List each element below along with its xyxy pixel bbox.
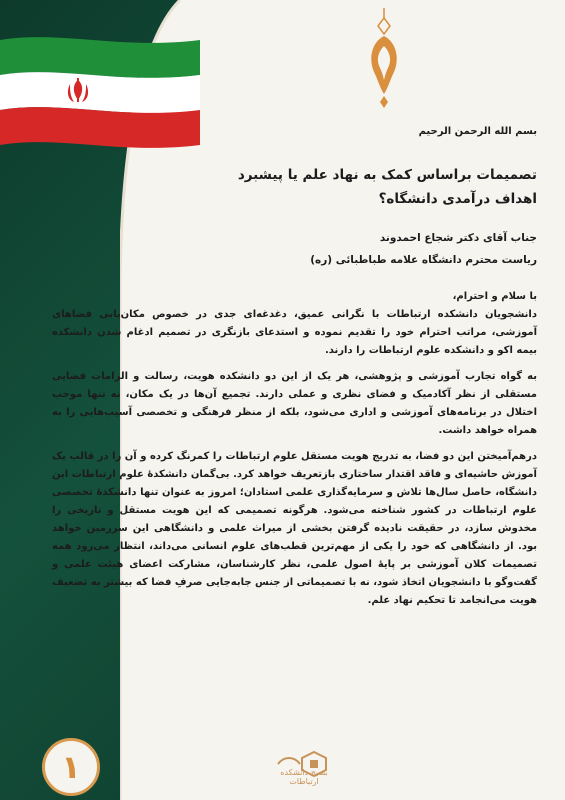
letter-body: [52, 288, 537, 618]
iran-flag-icon: [0, 30, 200, 160]
paragraph: به گواه تجارب آموزشی و پژوهشی، هر یک از این دو دانشکده هویت، رسالت و الزامات فضایی مستقلی از نظر آکادمیک و فضای نظری و عملی دارند. تجمیع آن‌ها در یک مکان، نه تنها موجب اختلال در برنامه‌های آموزشی و اداری می‌شود، بلکه از منظر فرهنگی و تخصصی آسیب‌هایی را به همراه خواهد داشت.: [52, 371, 537, 436]
ornament-icon: [360, 8, 408, 108]
recipient-block: [310, 227, 537, 271]
letter-title: تصمیمات براساس کمک به نهاد علم یا پیشبرد اهداف درآمدی دانشگاه؟: [237, 167, 537, 207]
salutation: با سلام و احترام،: [452, 291, 537, 302]
basmala: بسم الله الرحمن الرحیم: [418, 126, 537, 137]
paragraph: دانشجویان دانشکده ارتباطات با نگرانی عمیق، دغدغه‌ای جدی در خصوص مکان‌یابی فضاهای آموزشی، مراتب احترام خود را تقدیم نموده و استدعای بازنگری در تصمیم ادغام شدن دانشکده بیمه اکو و دانشکده علوم ارتباطات را دارند.: [52, 309, 537, 356]
recipient-position: ریاست محترم دانشگاه علامه طباطبائی (ره): [310, 254, 537, 266]
paragraph: درهم‌آمیختن این دو فضا، به تدریج هویت مستقل علوم ارتباطات را کمرنگ کرده و آن را در قالب یک آموزش حاشیه‌ای و فاقد اقتدار ساختاری بازتعریف خواهد کرد. بی‌گمان دانشکدهٔ علوم ارتباطات این دانشگاه، حاصل سال‌ها تلاش و سرمایه‌گذاری علمی استادان؛ امروز به عنوان تنها دانشکدهٔ تخصصی علوم ارتباطات در کشور شناخته می‌شود. هرگونه تصمیمی که این هویت مستقل و تاریخی را مخدوش سازد، در حقیقت نادیده گرفتن بخشی از میراث علمی و دانشگاهی این سرزمین خواهد بود. از دانشگاهی که خود را یکی از مهم‌ترین قطب‌های علوم انسانی می‌داند، انتظار می‌رود همه تصمیمات کلان آموزشی بر پایهٔ اصول علمی، نظر کارشناسان، مشارکت اعضای هیئت علمی و گفت‌وگو با دانشجویان اتخاذ شود، نه با تصمیماتی از جنس جابه‌جایی صرفِ فضا که بیشتر به تضعیف هویت می‌انجامد تا تحکیم نهاد علم.: [52, 451, 537, 606]
page-number: ۱: [42, 738, 100, 796]
recipient-name: جناب آقای دکتر شجاع احمدوند: [379, 232, 537, 244]
logo-text: بسیج دانشکده ارتباطات: [280, 768, 328, 786]
